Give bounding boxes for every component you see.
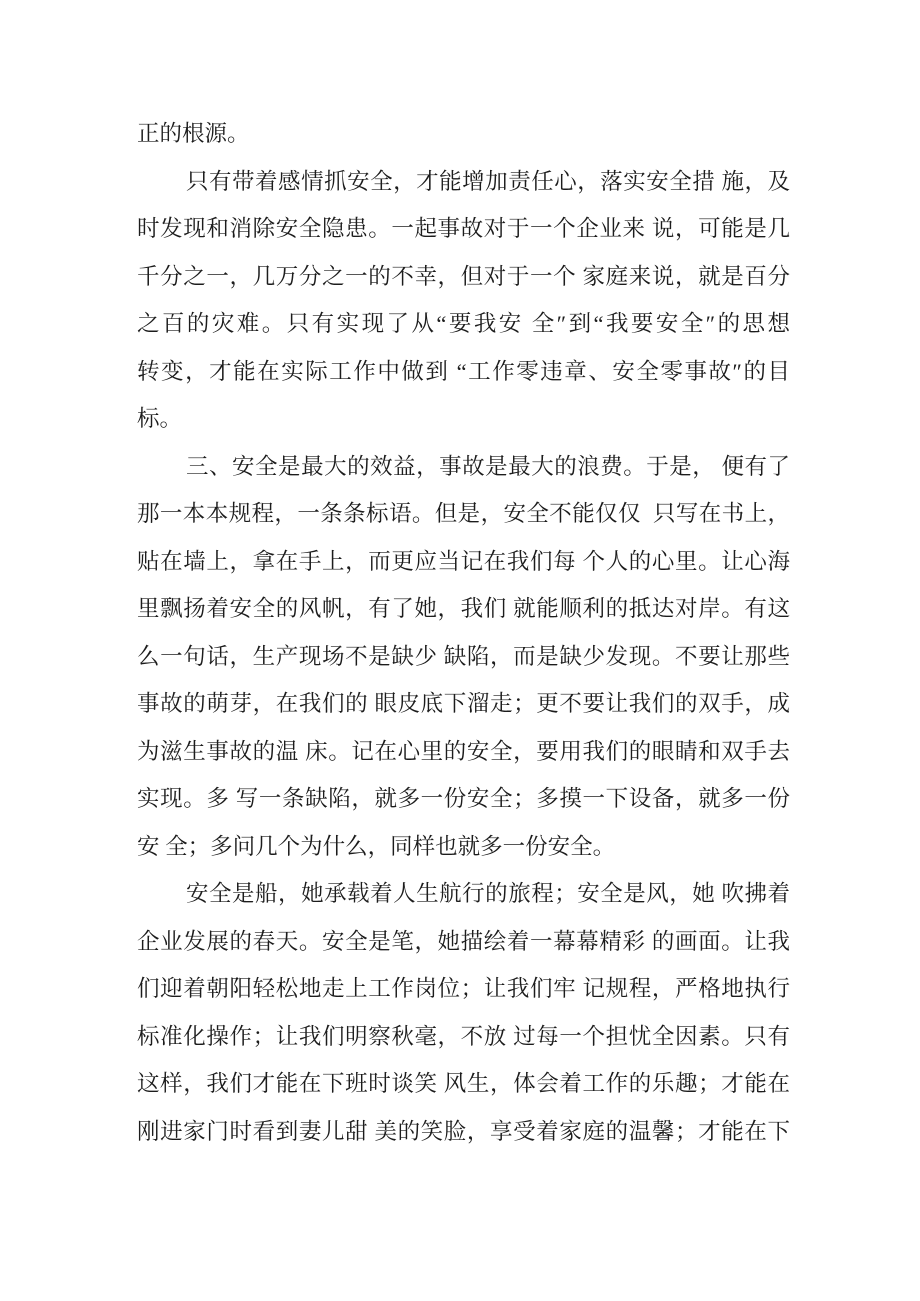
text-line: 么一句话，生产现场不是缺少 缺陷，而是缺少发现。不要让那些 xyxy=(137,643,790,669)
text-line: 实现。多 写一条缺陷，就多一份安全；多摸一下设备，就多一份 xyxy=(137,786,790,811)
text-line: 安 全；多问几个为什么，同样也就多一份安全。 xyxy=(137,833,616,859)
text-line: 事故的萌芽，在我们的 眼皮底下溜走；更不要让我们的双手，成 xyxy=(137,691,790,716)
text-line: 之百的灾难。只有实现了从“要我安 全″到“我要安全″的思想 xyxy=(137,311,790,336)
text-line: 刚进家门时看到妻儿甜 美的笑脸，享受着家庭的温馨；才能在下 xyxy=(137,1118,790,1144)
text-line: 那一本本规程，一条条标语。但是，安全不能仅仅 只写在书上， xyxy=(137,501,790,526)
text-line: 这样，我们才能在下班时谈笑 风生，体会着工作的乐趣；才能在 xyxy=(137,1071,790,1096)
text-line: 贴在墙上，拿在手上，而更应当记在我们每 个人的心里。让心海 xyxy=(137,548,790,574)
text-line: 转变，才能在实际工作中做到 “工作零违章、安全零事故″的目 xyxy=(137,358,790,384)
text-line: 正的根源。 xyxy=(137,121,250,146)
text-line: 只有带着感情抓安全，才能增加责任心，落实安全措 施，及 xyxy=(186,168,790,194)
document-text-block xyxy=(137,110,790,1155)
text-line: 里飘扬着安全的风帆，有了她，我们 就能顺利的抵达对岸。有这 xyxy=(137,596,790,621)
text-line: 千分之一，几万分之一的不幸，但对于一个 家庭来说，就是百分 xyxy=(137,263,790,289)
text-line: 企业发展的春天。安全是笔，她描绘着一幕幕精彩 的画面。让我 xyxy=(137,928,790,954)
text-line: 时发现和消除安全隐患。一起事故对于一个企业来 说，可能是几 xyxy=(137,216,790,241)
text-line: 为滋生事故的温 床。记在心里的安全，要用我们的眼睛和双手去 xyxy=(137,738,790,764)
text-line: 安全是船，她承载着人生航行的旅程；安全是风，她 吹拂着 xyxy=(186,881,790,906)
text-line: 标。 xyxy=(137,406,183,431)
text-line: 三、安全是最大的效益，事故是最大的浪费。于是， 便有了 xyxy=(186,453,790,479)
text-line: 标准化操作；让我们明察秋毫，不放 过每一个担忧全因素。只有 xyxy=(137,1023,790,1049)
text-line: 们迎着朝阳轻松地走上工作岗位；让我们牢 记规程，严格地执行 xyxy=(137,976,790,1001)
